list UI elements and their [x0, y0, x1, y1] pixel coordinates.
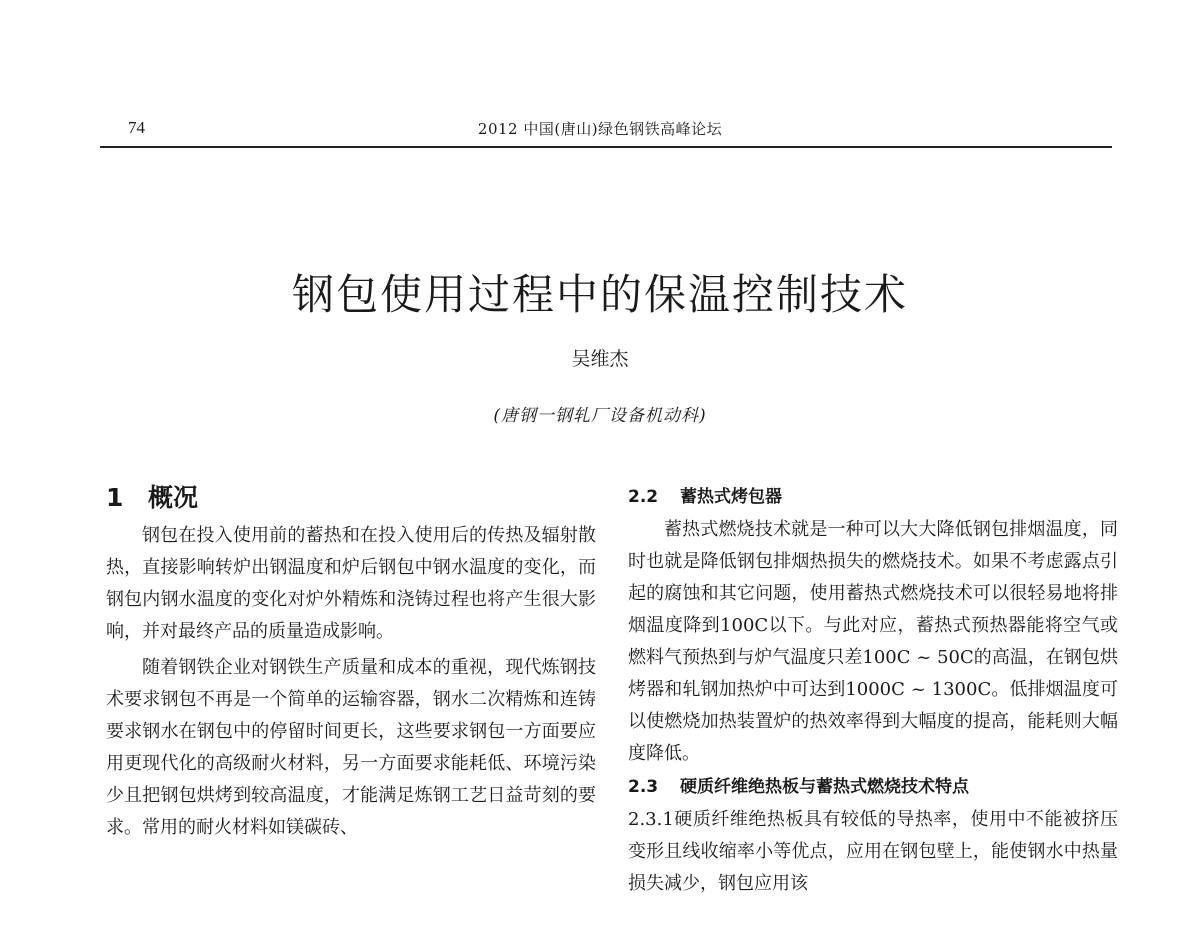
body-paragraph: 钢包在投入使用前的蓄热和在投入使用后的传热及辐射散热，直接影响转炉出钢温度和炉后钢包中钢水温度的变化，而钢包内钢水温度的变化对炉外精炼和浇铸过程也将产生很大影响，并对最终产品的质量造成影响。 — [106, 525, 596, 642]
body-paragraph: 随着钢铁企业对钢铁生产质量和成本的重视，现代炼钢技术要求钢包不再是一个简单的运输容器，钢水二次精炼和连铸要求钢水在钢包中的停留时间更长，这些要求钢包一方面要应用更现代化的高级耐火材料，另一方面要求能耗低、环境污染少且把钢包烘烤到较高温度，才能满足炼钢工艺日益苛刻的要求。常用的耐火材料如镁碳砖、 — [106, 657, 596, 838]
subsection-title: 蓄热式烤包器 — [680, 487, 782, 507]
right-column — [628, 476, 1118, 900]
header-divider — [100, 146, 1112, 148]
paper-title: 钢包使用过程中的保温控制技术 — [291, 270, 908, 319]
paper-author: 吴维杰 — [571, 348, 629, 370]
section-heading-overview — [106, 476, 596, 520]
subsection-heading-regenerative-baker — [628, 480, 1118, 514]
subsection-number: 2.3 — [628, 777, 659, 797]
section-number: 1 — [106, 483, 124, 512]
subsection-heading-fiber-board — [628, 770, 1118, 804]
left-column — [106, 476, 596, 844]
body-paragraph: 2.3.1硬质纤维绝热板具有较低的导热率，使用中不能被挤压变形且线收缩率小等优点，应用在钢包壁上，能使钢水中热量损失减少，钢包应用该 — [628, 809, 1118, 894]
section-title: 概况 — [148, 483, 199, 512]
running-header-title: 2012 中国(唐山)绿色钢铁高峰论坛 — [477, 120, 723, 138]
body-paragraph: 蓄热式燃烧技术就是一种可以大大降低钢包排烟温度，同时也就是降低钢包排烟热损失的燃烧技术。如果不考虑露点引起的腐蚀和其它问题，使用蓄热式燃烧技术可以很轻易地将排烟温度降到100C以下。与此对应，蓄热式预热器能将空气或燃料气预热到与炉气温度只差100C ~ 50C的高温，在钢包烘烤器和轧钢加热炉中可达到1000C ~ 1300C。低排烟温度可以使燃烧加热装置炉的热效率得到大幅度的提高，能耗则大幅度降低。 — [628, 519, 1118, 764]
paper-affiliation: (唐钢一钢轧厂设备机动科) — [493, 406, 707, 426]
subsection-number: 2.2 — [628, 487, 659, 507]
page-number: 74 — [128, 118, 145, 137]
subsection-title: 硬质纤维绝热板与蓄热式燃烧技术特点 — [680, 777, 969, 797]
